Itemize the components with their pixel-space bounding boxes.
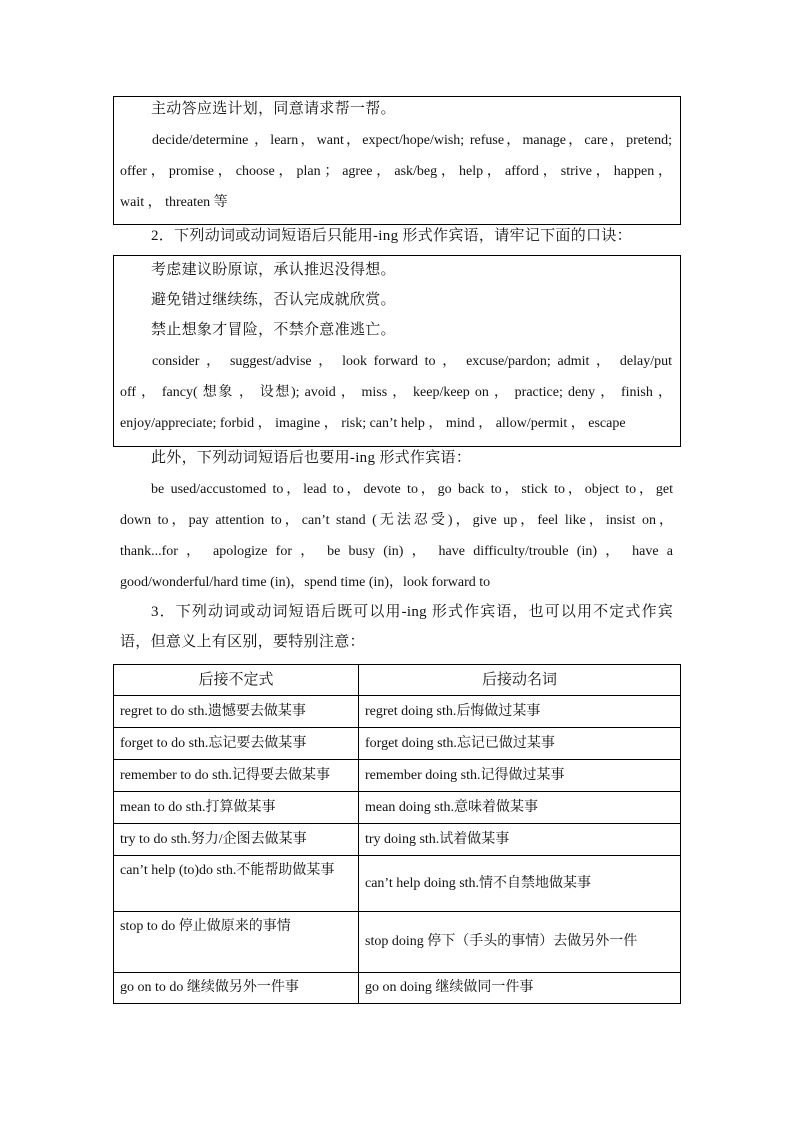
verb-list-line: decide/determine ，learn，want，expect/hope/wish; refuse，manage，care，pretend; — [152, 133, 672, 148]
verb-list-line: consider ， suggest/advise ， look forward to ， excuse/pardon; admit ， delay/put — [152, 354, 672, 369]
column-header: 后接不定式 — [114, 665, 359, 696]
table-cell: can’t help (to)do sth.不能帮助做某事 — [114, 856, 359, 912]
table-cell: can’t help doing sth.情不自禁地做某事 — [359, 856, 681, 912]
table-row — [114, 728, 681, 760]
phrase-list-line: good/wonderful/hard time (in)，spend time (in)，look forward to — [120, 575, 491, 590]
phrase-list-line: be used/accustomed to，lead to，devote to，go back to，stick to，object to，get — [151, 482, 673, 497]
table-row — [114, 760, 681, 792]
table-cell: go on doing 继续做同一件事 — [359, 973, 681, 1004]
section-heading-2: 2．下列动词或动词短语后只能用-ing 形式作宾语，请牢记下面的口诀： — [151, 228, 632, 244]
table-cell: try doing sth.试着做某事 — [359, 824, 681, 856]
table-row — [114, 792, 681, 824]
phrase-list-line: down to，pay attention to，can’t stand (无法忍受)，give up，feel like，insist on， — [120, 513, 673, 528]
verbs-infinitive-box — [113, 96, 681, 225]
table-row — [114, 824, 681, 856]
table-cell: go on to do 继续做另外一件事 — [114, 973, 359, 1004]
table-cell: forget to do sth.忘记要去做某事 — [114, 728, 359, 760]
mnemonic-line: 避免错过继续练，否认完成就欣赏。 — [151, 292, 396, 308]
table-cell: forget doing sth.忘记已做过某事 — [359, 728, 681, 760]
comparison-table — [113, 664, 681, 1004]
table-row — [114, 696, 681, 728]
verb-list-line: offer ， promise ， choose ， plan ； agree ， ask/beg ， help ， afford ， strive ， happen ， — [120, 164, 672, 179]
table-row — [114, 912, 681, 973]
table-cell: mean doing sth.意味着做某事 — [359, 792, 681, 824]
table-row — [114, 973, 681, 1004]
table-cell: regret to do sth.遗憾要去做某事 — [114, 696, 359, 728]
section-heading-3: 3．下列动词或动词短语后既可以用-ing 形式作宾语，也可以用不定式作宾 — [151, 604, 673, 620]
verb-list-line: off ， fancy( 想象 ， 设想); avoid ， miss ， keep/keep on ， practice; deny ， finish ， — [120, 385, 672, 400]
table-cell: stop doing 停下（手头的事情）去做另外一件 — [359, 912, 681, 973]
table-cell: remember to do sth.记得要去做某事 — [114, 760, 359, 792]
table-cell: try to do sth.努力/企图去做某事 — [114, 824, 359, 856]
verb-list-line: enjoy/appreciate; forbid ， imagine ， risk; can’t help ， mind ， allow/permit ， escape — [120, 416, 626, 431]
table-cell: stop to do 停止做原来的事情 — [114, 912, 359, 973]
table-header-row — [114, 665, 681, 696]
column-header: 后接动名词 — [359, 665, 681, 696]
table-cell: mean to do sth.打算做某事 — [114, 792, 359, 824]
table-cell: remember doing sth.记得做过某事 — [359, 760, 681, 792]
verb-list-line: wait ， threaten 等 — [120, 195, 228, 210]
paragraph-intro: 此外，下列动词短语后也要用-ing 形式作宾语： — [151, 450, 472, 466]
section-heading-3-cont: 语，但意义上有区别，要特别注意： — [120, 634, 365, 650]
mnemonic-line: 禁止想象才冒险，不禁介意准逃亡。 — [151, 322, 396, 338]
phrase-list-line: thank...for ， apologize for ， be busy (in) ， have difficulty/trouble (in) ， have a — [120, 544, 673, 559]
verbs-gerund-box — [113, 255, 681, 447]
mnemonic-line: 主动答应选计划，同意请求帮一帮。 — [151, 101, 396, 117]
table-cell: regret doing sth.后悔做过某事 — [359, 696, 681, 728]
mnemonic-line: 考虑建议盼原谅，承认推迟没得想。 — [151, 262, 396, 278]
table-row — [114, 856, 681, 912]
